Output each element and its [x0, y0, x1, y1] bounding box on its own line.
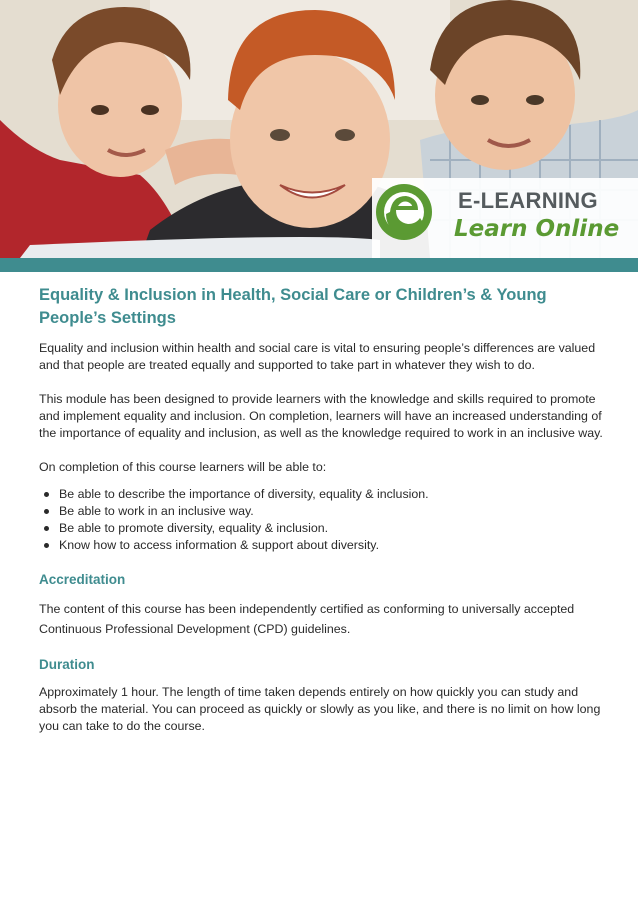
outcome-text: Know how to access information & support about diversity. [59, 538, 380, 552]
accreditation-heading: Accreditation [39, 572, 126, 587]
outcome-text: Be able to describe the importance of diversity, equality & inclusion. [59, 487, 429, 501]
outcome-text: Be able to work in an inclusive way. [59, 504, 254, 518]
logo-text-learn-online: Learn Online [454, 216, 620, 242]
module-description: This module has been designed to provide learners with the knowledge and skills required to promote and implement equality and inclusion. On completion, learners will have an increased understanding of the importance of equality and inclusion, as well as the knowledge required to work in an inclusive way. [39, 392, 603, 440]
bullet-icon [44, 492, 49, 497]
outcome-text: Be able to promote diversity, equality & inclusion. [59, 521, 329, 535]
list-item [39, 503, 604, 520]
list-item [39, 537, 604, 554]
logo-text-elearning: E-LEARNING [458, 188, 598, 213]
bullet-icon [44, 526, 49, 531]
header-photo [0, 0, 638, 258]
learning-outcomes-list [39, 486, 604, 554]
accreditation-text: The content of this course has been independently certified as conforming to universally accepted Continuous Professional Development (CPD) guidelines. [39, 602, 575, 636]
bullet-icon [44, 509, 49, 514]
e-logo-icon [372, 178, 436, 242]
list-item [39, 486, 604, 503]
header-divider-bar [0, 258, 638, 272]
intro-paragraph: Equality and inclusion within health and social care is vital to ensuring people’s differences are valued and that people are treated equally and supported to take part in whatever they wish to do. [39, 341, 596, 372]
course-content [39, 284, 604, 735]
duration-heading: Duration [39, 657, 95, 672]
bullet-icon [44, 543, 49, 548]
course-title: Equality & Inclusion in Health, Social Care or Children’s & Young People’s Settings [39, 286, 547, 327]
outcomes-lead: On completion of this course learners will be able to: [39, 460, 327, 474]
list-item [39, 520, 604, 537]
duration-text: Approximately 1 hour. The length of time taken depends entirely on how quickly you can study and absorb the material. You can proceed as quickly or slowly as you like, and there is no limit on how long you can take to do the course. [39, 685, 601, 733]
e-learning-logo [372, 178, 638, 258]
